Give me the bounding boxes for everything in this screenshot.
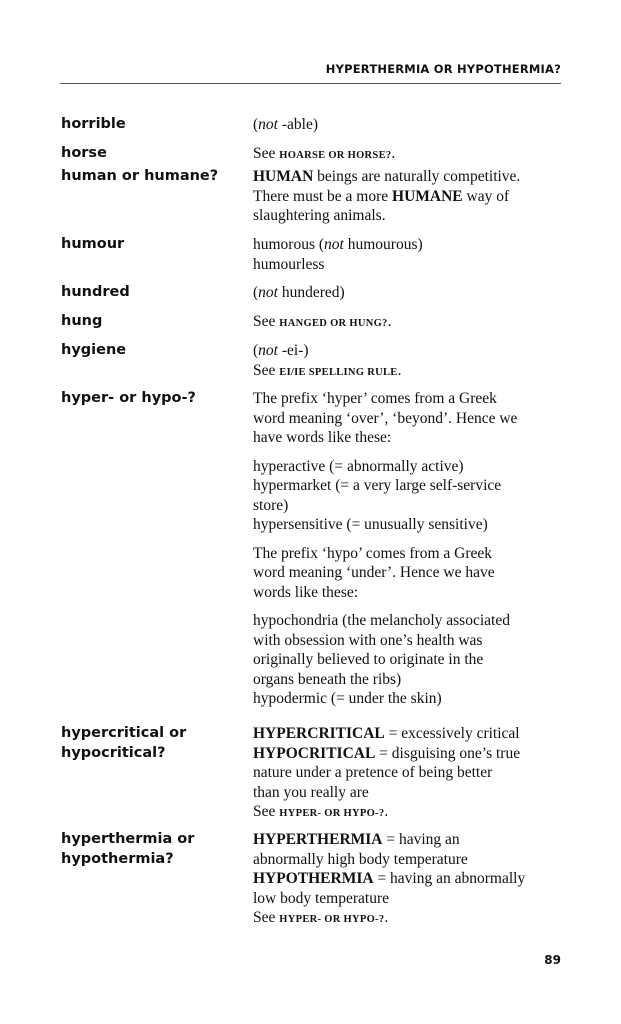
definition [253,830,559,930]
definition-line [253,361,559,383]
definition-line: with obsession with one’s health was [253,631,483,649]
definition-line: organs beneath the ribs) [253,670,402,688]
definition-line: than you really are [253,783,369,801]
keyword: HYPERTHERMIA [253,831,383,848]
headword-line: hypercritical or [61,725,187,741]
keyword: HYPERCRITICAL [253,725,385,742]
text: . [387,313,392,330]
headword: horrible [61,116,126,132]
keyword: HUMANE [392,187,463,205]
definition [253,312,559,341]
text: = excessively critical [384,725,520,742]
text: -ei-) [277,342,309,359]
definition-line [253,724,559,744]
definition-line: humourless [253,255,325,273]
text: . [391,145,396,162]
definition-paragraph [253,457,559,535]
keyword: HYPOCRITICAL [253,744,376,762]
entry-hyper-or-hypo [61,389,561,724]
definition [253,144,559,167]
headword: hygiene [61,342,127,358]
definition-line: hyperactive (= abnormally active) [253,457,464,475]
definition-line [253,187,559,207]
entry-hundred [61,283,561,312]
entry-human-or-humane [61,167,561,235]
text: = disguising one’s true [375,744,521,762]
entry-hung [61,312,561,341]
definition [253,235,559,283]
headword: human or humane? [61,168,219,184]
text: beings are naturally competitive. [313,168,521,185]
definition [253,389,559,724]
definition-line [253,830,559,850]
headword-line: hypocritical? [61,744,166,761]
text: humourous) [343,236,423,253]
headword: humour [61,236,125,252]
cross-reference: HYPER- OR HYPO-? [279,914,385,925]
definition-paragraph [253,544,559,603]
see-text: See [253,361,280,379]
definition-line: word meaning ‘over’, ‘beyond’. Hence we [253,409,518,427]
headword: horse [61,145,107,161]
definition-line: abnormally high body temperature [253,850,468,868]
definition-line: store) [253,496,289,514]
headword: hung [61,313,103,329]
definition-line: hypodermic (= under the skin) [253,690,442,707]
text: There must be a more [253,187,393,205]
definition-line: hypermarket (= a very large self-service [253,477,502,494]
text: humorous ( [253,236,325,253]
definition-line [253,235,559,255]
definition-line: originally believed to originate in the [253,651,484,668]
definition-line [253,744,559,764]
not-italic: not [258,116,278,133]
headword-line: hypothermia? [61,850,174,867]
dictionary-entries [61,115,561,930]
headword: hundred [61,284,130,300]
see-text: See [253,909,280,926]
not-italic: not [324,236,344,253]
definition-line [253,341,559,361]
definition-line: nature under a pretence of being better [253,764,493,781]
text: hundered) [277,284,345,301]
definition-line: hypersensitive (= unusually sensitive) [253,516,488,533]
definition-line: slaughtering animals. [253,207,386,224]
cross-reference: EI/IE SPELLING RULE [279,366,398,378]
keyword: HYPOTHERMIA [253,870,374,887]
not-italic: not [258,342,278,359]
definition [253,115,559,144]
text: ( [253,284,259,301]
definition-line: word meaning ‘under’. Hence we have [253,564,495,581]
text: way of [462,187,510,205]
cross-reference: HOARSE OR HORSE? [279,150,392,161]
headword-line: hyperthermia or [61,831,195,847]
header-rule [60,83,561,84]
definition-line: low body temperature [253,889,390,907]
entry-horse [61,144,561,167]
definition-line: The prefix ‘hypo’ comes from a Greek [253,544,493,562]
text: = having an abnormally [373,870,526,887]
entry-humour [61,235,561,283]
definition-line [253,167,559,187]
definition-paragraph [253,389,559,448]
entry-hypercritical-or-hypocritical [61,724,561,830]
running-head: HYPERTHERMIA OR HYPOTHERMIA? [325,62,561,76]
definition [253,283,559,312]
text: . [384,803,389,820]
definition-line: hypochondria (the melancholy associated [253,612,510,629]
definition-line [253,908,559,930]
definition-paragraph [253,611,559,709]
definition-line: words like these: [253,583,359,601]
definition-line [253,869,559,889]
definition [253,341,559,389]
page-number: 89 [544,953,561,967]
see-text: See [253,145,280,162]
headword: hyper- or hypo-? [61,390,196,406]
cross-reference: HYPER- OR HYPO-? [279,808,385,819]
text: . [384,909,389,926]
see-text: See [253,803,280,820]
definition [253,724,559,830]
text: ( [253,342,259,359]
text: -able) [277,116,318,133]
entry-hyperthermia-or-hypothermia [61,830,561,930]
see-text: See [253,313,280,330]
definition-line: have words like these: [253,429,392,446]
text: ( [253,116,259,133]
keyword: HUMAN [253,168,314,185]
text: . [397,361,402,379]
entry-horrible [61,115,561,144]
headword [61,724,253,830]
text: = having an [382,831,460,848]
definition-line [253,802,559,824]
definition-line: The prefix ‘hyper’ comes from a Greek [253,390,497,407]
not-italic: not [258,284,278,301]
cross-reference: HANGED OR HUNG? [279,318,388,329]
entry-hygiene [61,341,561,389]
headword [61,830,253,930]
definition [253,167,559,235]
